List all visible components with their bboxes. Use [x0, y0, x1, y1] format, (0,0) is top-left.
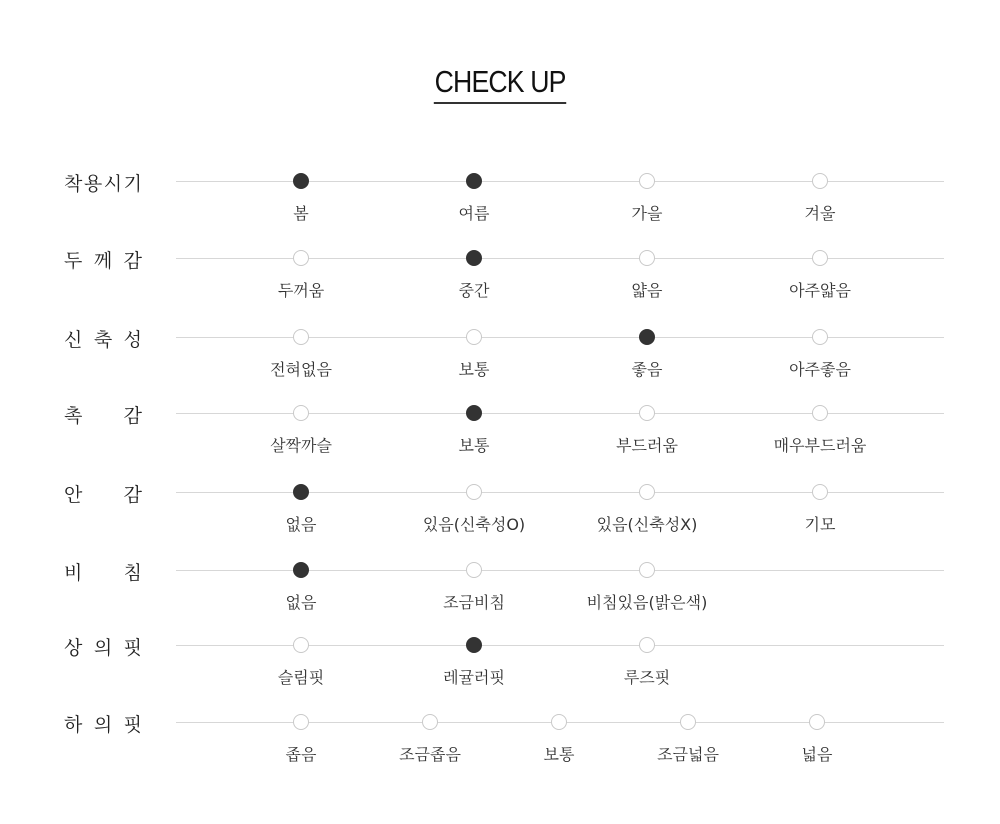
option-label: 조금넓음 — [657, 745, 719, 764]
filled-dot-icon — [293, 173, 309, 189]
row-label — [64, 710, 142, 737]
row-line — [176, 492, 944, 493]
option-label: 레귤러핏 — [443, 668, 505, 687]
row-label-char: 비 — [64, 562, 83, 584]
row-label-char: 감 — [123, 405, 142, 427]
row-line — [176, 570, 944, 571]
row-label-char: 상 — [64, 637, 83, 659]
empty-dot-icon — [422, 714, 438, 730]
option-label: 없음 — [285, 515, 317, 534]
check-row — [0, 405, 1000, 473]
option-label: 부드러움 — [616, 436, 678, 455]
option-label: 중간 — [458, 281, 490, 300]
option-label: 겨울 — [804, 204, 836, 223]
check-row — [0, 637, 1000, 705]
check-up-title — [0, 64, 1000, 104]
empty-dot-icon — [551, 714, 567, 730]
option-label: 좁음 — [285, 745, 317, 764]
row-label-char: 촉 — [64, 405, 83, 427]
empty-dot-icon — [812, 405, 828, 421]
empty-dot-icon — [812, 173, 828, 189]
row-label — [64, 169, 142, 196]
empty-dot-icon — [293, 250, 309, 266]
row-line — [176, 413, 944, 414]
row-label-char: 용 — [83, 173, 103, 195]
option-label: 있음(신축성O) — [422, 515, 526, 534]
empty-dot-icon — [639, 484, 655, 500]
option-label: 기모 — [804, 515, 836, 534]
row-label-char: 하 — [64, 714, 83, 736]
check-row — [0, 562, 1000, 630]
row-label — [64, 480, 142, 507]
row-line — [176, 645, 944, 646]
option-label: 좋음 — [631, 360, 663, 379]
option-label: 루즈핏 — [623, 668, 671, 687]
empty-dot-icon — [466, 562, 482, 578]
row-line — [176, 181, 944, 182]
row-label-char: 기 — [123, 173, 142, 195]
row-label-char: 성 — [123, 329, 142, 351]
row-line — [176, 337, 944, 338]
check-row — [0, 329, 1000, 397]
title-text: CHECK UP — [434, 64, 567, 104]
filled-dot-icon — [466, 405, 482, 421]
row-label-char: 께 — [93, 250, 113, 272]
check-row — [0, 714, 1000, 782]
empty-dot-icon — [293, 714, 309, 730]
option-label: 여름 — [458, 204, 490, 223]
option-label: 아주좋음 — [789, 360, 851, 379]
filled-dot-icon — [639, 329, 655, 345]
row-label — [64, 558, 142, 585]
row-label — [64, 633, 142, 660]
option-label: 보통 — [543, 745, 575, 764]
option-label: 조금비침 — [443, 593, 505, 612]
row-label-char: 감 — [123, 484, 142, 506]
check-row — [0, 173, 1000, 241]
option-label: 전혀없음 — [270, 360, 332, 379]
empty-dot-icon — [812, 329, 828, 345]
row-label — [64, 246, 142, 273]
empty-dot-icon — [809, 714, 825, 730]
option-label: 살짝까슬 — [270, 436, 332, 455]
option-label: 조금좁음 — [399, 745, 461, 764]
filled-dot-icon — [293, 562, 309, 578]
empty-dot-icon — [639, 637, 655, 653]
empty-dot-icon — [639, 405, 655, 421]
row-label-char: 시 — [103, 173, 123, 195]
option-label: 매우부드러움 — [773, 436, 867, 455]
row-label-char: 의 — [93, 714, 113, 736]
filled-dot-icon — [466, 637, 482, 653]
option-label: 가을 — [631, 204, 663, 223]
option-label: 아주얇음 — [789, 281, 851, 300]
option-label: 두꺼움 — [277, 281, 325, 300]
row-label-char: 신 — [64, 329, 83, 351]
empty-dot-icon — [293, 405, 309, 421]
empty-dot-icon — [680, 714, 696, 730]
empty-dot-icon — [812, 250, 828, 266]
empty-dot-icon — [639, 562, 655, 578]
row-label-char: 안 — [64, 484, 83, 506]
filled-dot-icon — [293, 484, 309, 500]
empty-dot-icon — [639, 250, 655, 266]
row-label-char: 감 — [123, 250, 142, 272]
option-label: 봄 — [293, 204, 309, 223]
check-row — [0, 484, 1000, 552]
row-label-char: 축 — [93, 329, 113, 351]
empty-dot-icon — [293, 329, 309, 345]
row-label — [64, 325, 142, 352]
option-label: 얇음 — [631, 281, 663, 300]
row-label-char: 두 — [64, 250, 83, 272]
row-label-char: 침 — [123, 562, 142, 584]
empty-dot-icon — [466, 329, 482, 345]
row-label-char: 핏 — [123, 637, 142, 659]
row-label-char: 핏 — [123, 714, 142, 736]
empty-dot-icon — [639, 173, 655, 189]
filled-dot-icon — [466, 250, 482, 266]
option-label: 있음(신축성X) — [596, 515, 698, 534]
row-label-char: 의 — [93, 637, 113, 659]
option-label: 넓음 — [801, 745, 833, 764]
empty-dot-icon — [812, 484, 828, 500]
option-label: 없음 — [285, 593, 317, 612]
row-label — [64, 401, 142, 428]
row-label-char: 착 — [64, 173, 83, 195]
option-label: 보통 — [458, 360, 490, 379]
empty-dot-icon — [293, 637, 309, 653]
filled-dot-icon — [466, 173, 482, 189]
option-label: 비침있음(밝은색) — [586, 593, 708, 612]
row-line — [176, 258, 944, 259]
option-label: 슬림핏 — [277, 668, 325, 687]
empty-dot-icon — [466, 484, 482, 500]
check-row — [0, 250, 1000, 318]
option-label: 보통 — [458, 436, 490, 455]
